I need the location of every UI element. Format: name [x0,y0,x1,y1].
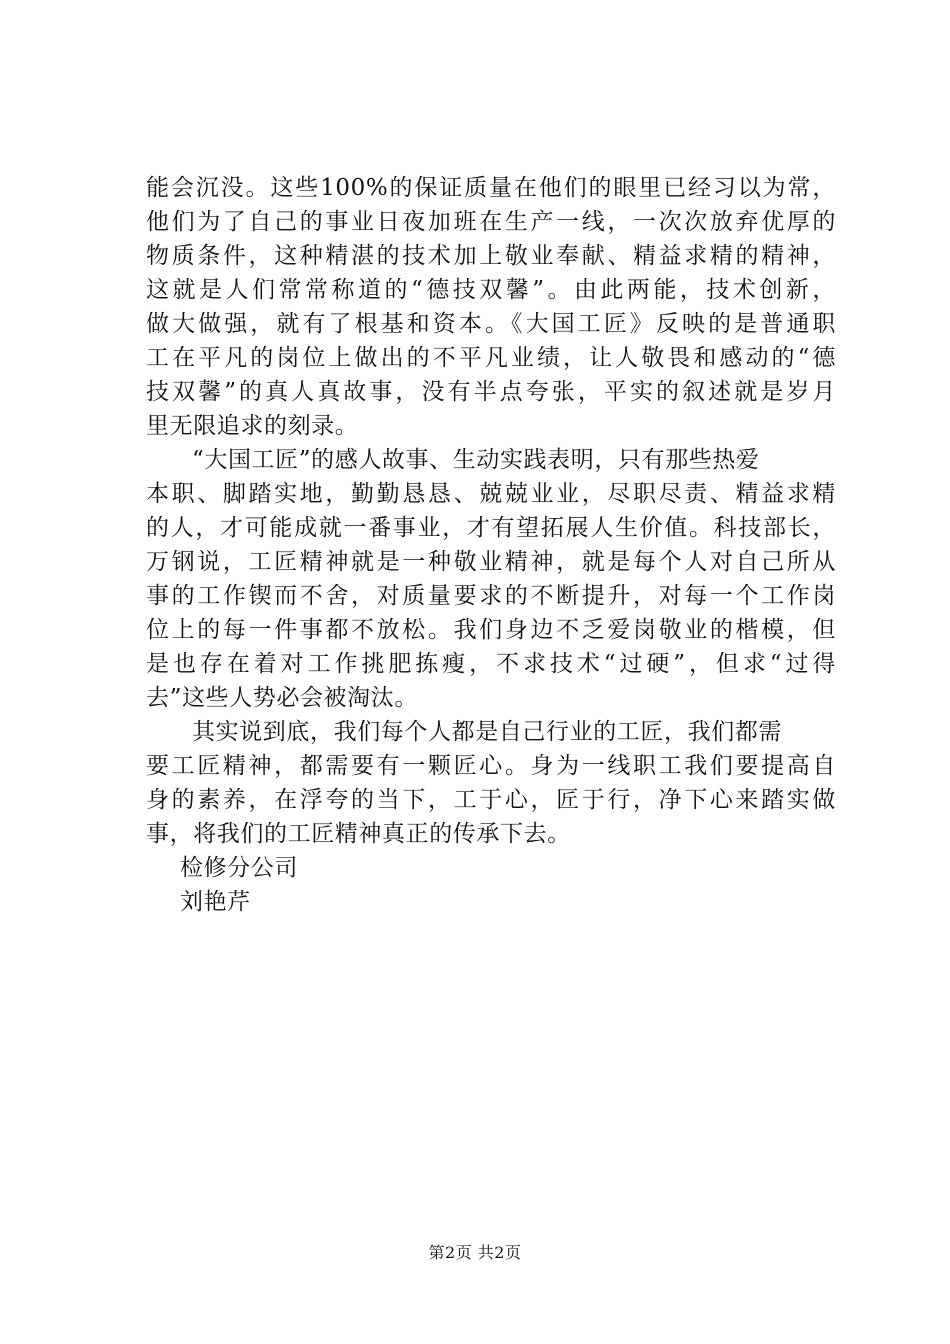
paragraph-3 [146,715,836,851]
text-line: 技双馨”的真人真故事，没有半点夸张，平实的叙述就是岁月 [146,379,836,405]
text-line: 他们为了自己的事业日夜加班在生产一线，一次次放弃优厚的 [146,209,836,235]
text-line: 里无限追求的刻录。 [146,413,359,439]
page-footer [0,1242,950,1264]
text-line: 物质条件，这种精湛的技术加上敬业奉献、精益求精的精神， [146,243,836,269]
text-line: 去”这些人势必会被淘汰。 [146,685,418,711]
text-line: 的人，才可能成就一番事业，才有望拓展人生价值。科技部长， [146,515,836,541]
text-line: 能会沉没。这些100%的保证质量在他们的眼里已经习以为常， [146,175,836,201]
text-line: 其实说到底，我们每个人都是自己行业的工匠，我们都需 [192,719,782,745]
signature-name: 刘艳芹 [180,889,251,915]
text-line: 事，将我们的工匠精神真正的传承下去。 [146,821,571,847]
paragraph-2 [146,443,836,715]
text-line: 要工匠精神，都需要有一颗匠心。身为一线职工我们要提高自 [146,753,836,779]
text-line: “大国工匠”的感人故事、生动实践表明，只有那些热爱 [192,447,760,473]
text-line: 万钢说，工匠精神就是一种敬业精神，就是每个人对自己所从 [146,549,836,575]
document-body [146,171,836,919]
text-line: 事的工作锲而不舍，对质量要求的不断提升，对每一个工作岗 [146,583,836,609]
signature-block [146,851,836,919]
text-line: 工在平凡的岗位上做出的不平凡业绩，让人敬畏和感动的“德 [146,345,836,371]
text-line: 位上的每一件事都不放松。我们身边不乏爱岗敬业的楷模，但 [146,617,836,643]
text-line: 是也存在着对工作挑肥拣瘦，不求技术“过硬”，但求“过得 [146,651,836,677]
text-line: 本职、脚踏实地，勤勤恳恳、兢兢业业，尽职尽责、精益求精 [146,481,836,507]
page-number: 第2页 共2页 [428,1243,522,1262]
text-line: 做大做强，就有了根基和资本。《大国工匠》反映的是普通职 [146,311,836,337]
text-line: 这就是人们常常称道的“德技双馨”。由此两能，技术创新， [146,277,836,303]
signature-organization: 检修分公司 [180,855,298,881]
paragraph-1 [146,171,836,443]
text-line: 身的素养，在浮夸的当下，工于心，匠于行，净下心来踏实做 [146,787,836,813]
